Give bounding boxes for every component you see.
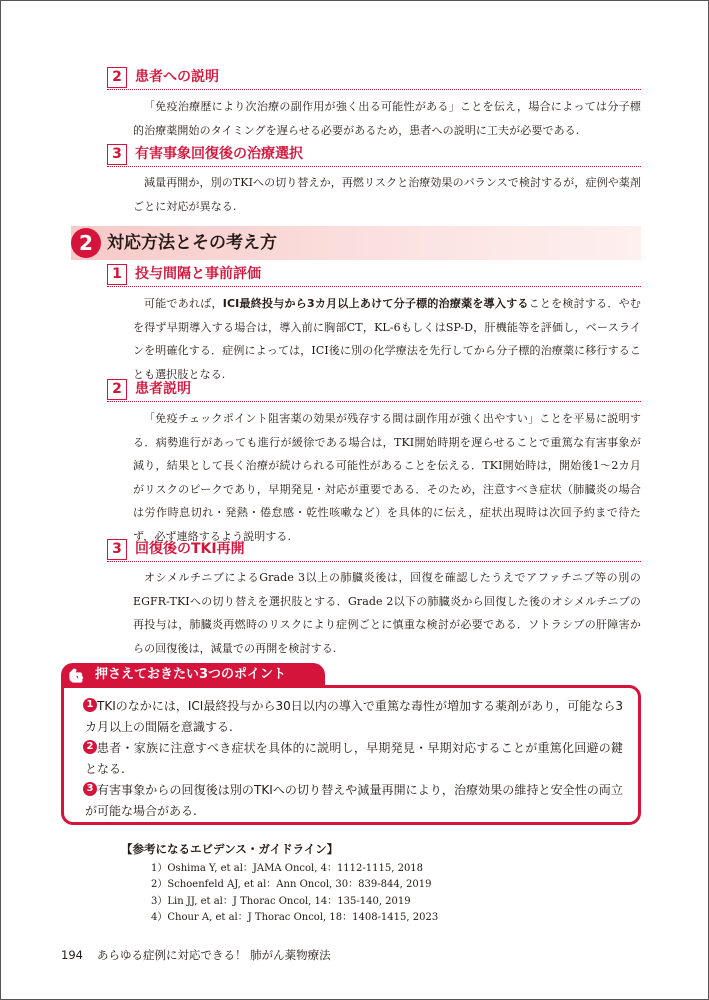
key-point-item: 1 TKIのなかには，ICI最終投与から30日以内の導入で重篤な毒性が増加する薬剤があり，可能なら3カ月以上の間隔を意識する.: [85, 699, 623, 734]
pointing-hand-icon: [69, 666, 89, 684]
reference-item: 4）Chour A, et al：J Thorac Oncol, 18：1408-1415, 2023: [151, 911, 439, 923]
book-title: あらゆる症例に対応できる！ 肺がん薬物療法: [96, 948, 331, 962]
subsection-heading-tki-restart: [107, 539, 641, 562]
subsection-heading-patient-education: [107, 379, 641, 402]
key-point-number: 2: [83, 740, 97, 754]
subsection-number: 2: [107, 67, 127, 88]
section-heading-band: [71, 226, 641, 260]
subsection-number: 2: [107, 379, 127, 400]
subsection-heading-dosing-interval: [107, 264, 641, 287]
paragraph-patient-education: 「免疫チェックポイント阻害薬の効果が残存する間は副作用が強く出やすい」ことを平易に説明する．病勢進行があっても進行が緩徐である場合は，TKI開始時期を遅らせることで重篤な有害事象が減り，結果として長く治療が続けられる可能性があることを伝える．TKI開始時は，開始後1～2カ月がリスクのピークであり，早期発見・対応が重要である．そのため，注意すべき症状（肺臓炎の場合は労作時息切れ・発熱・倦怠感・乾性咳嗽など）を具体的に伝え，症状出現時は次回予約まで待たず，必ず連絡するよう説明する.: [133, 412, 641, 543]
reference-item: 2）Schoenfeld AJ, et al：Ann Oncol, 30：839-844, 2019: [151, 879, 432, 891]
page-number: 194: [61, 948, 83, 962]
emphasis-text: ICI最終投与から3カ月以上あけて分子標的治療薬を導入する: [222, 297, 529, 310]
page-footer: [61, 947, 331, 963]
paragraph-tki-restart: オシメルチニブによるGrade 3以上の肺臓炎後は，回復を確認したうえでアファチニブ等の別のEGFR-TKIへの切り替えを選択肢とする．Grade 2以下の肺臓炎から回復した後のオシメルチニブの再投与は，肺臓炎再燃時のリスクにより症例ごとに慎重な検討が必要である．ソトラシブの肝障害からの回復後は，減量での再開を検討する.: [133, 571, 641, 655]
subsection-title: 患者への説明: [135, 69, 219, 85]
subsection-title: 患者説明: [135, 381, 191, 397]
key-points-tab: [61, 663, 325, 687]
reference-item: 1）Oshima Y, et al：JAMA Oncol, 4：1112-1115, 2018: [151, 863, 424, 874]
subsection-heading-patient-explanation: [107, 67, 641, 90]
reference-item: 3）Lin JJ, et al：J Thorac Oncol, 14：135-140, 2019: [151, 895, 411, 907]
subsection-heading-post-recovery-treatment: [107, 144, 641, 167]
subsection-number: 1: [107, 264, 127, 285]
key-point-number: 3: [83, 782, 97, 796]
subsection-number: 3: [107, 144, 127, 165]
paragraph-patient-explanation: 「免疫治療歴により次治療の副作用が強く出る可能性がある」ことを伝え，場合によっては分子標的治療薬開始のタイミングを遅らせる必要があるため，患者への説明に工夫が必要である.: [133, 100, 641, 137]
references-title: 【参考になるエビデンス・ガイドライン】: [121, 842, 339, 856]
subsection-title: 有害事象回復後の治療選択: [135, 146, 303, 162]
subsection-title: 投与間隔と事前評価: [135, 266, 261, 282]
key-point-item: 3 有害事象からの回復後は別のTKIへの切り替えや減量再開により，治療効果の維持と安全性の両立が可能な場合がある.: [85, 783, 623, 818]
paragraph-post-recovery-treatment: 減量再開か，別のTKIへの切り替えか，再燃リスクと治療効果のバランスで検討するが，症例や薬剤ごとに対応が異なる.: [133, 176, 641, 213]
subsection-number: 3: [107, 539, 127, 560]
subsection-title: 回復後のTKI再開: [135, 541, 245, 557]
section-title: 対応方法とその考え方: [107, 233, 277, 253]
paragraph-dosing-interval: 可能であれば，ICI最終投与から3カ月以上あけて分子標的治療薬を導入することを検討する．やむを得ず早期導入する場合は，導入前に胸部CT，KL-6もしくはSP-D，肝機能等を評価し，ベースラインを明確化する．症例によっては，ICI後に別の化学療法を先行してから分子標的治療薬に移行することも選択肢となる.: [133, 297, 642, 381]
key-point-item: 2 患者・家族に注意すべき症状を具体的に説明し，早期発見・早期対応することが重篤化回避の鍵となる.: [85, 741, 623, 776]
key-point-number: 1: [83, 698, 97, 712]
references-list: [151, 861, 438, 926]
section-number-badge: 2: [71, 228, 101, 258]
key-points-title: 押さえておきたい3つのポイント: [95, 667, 287, 682]
